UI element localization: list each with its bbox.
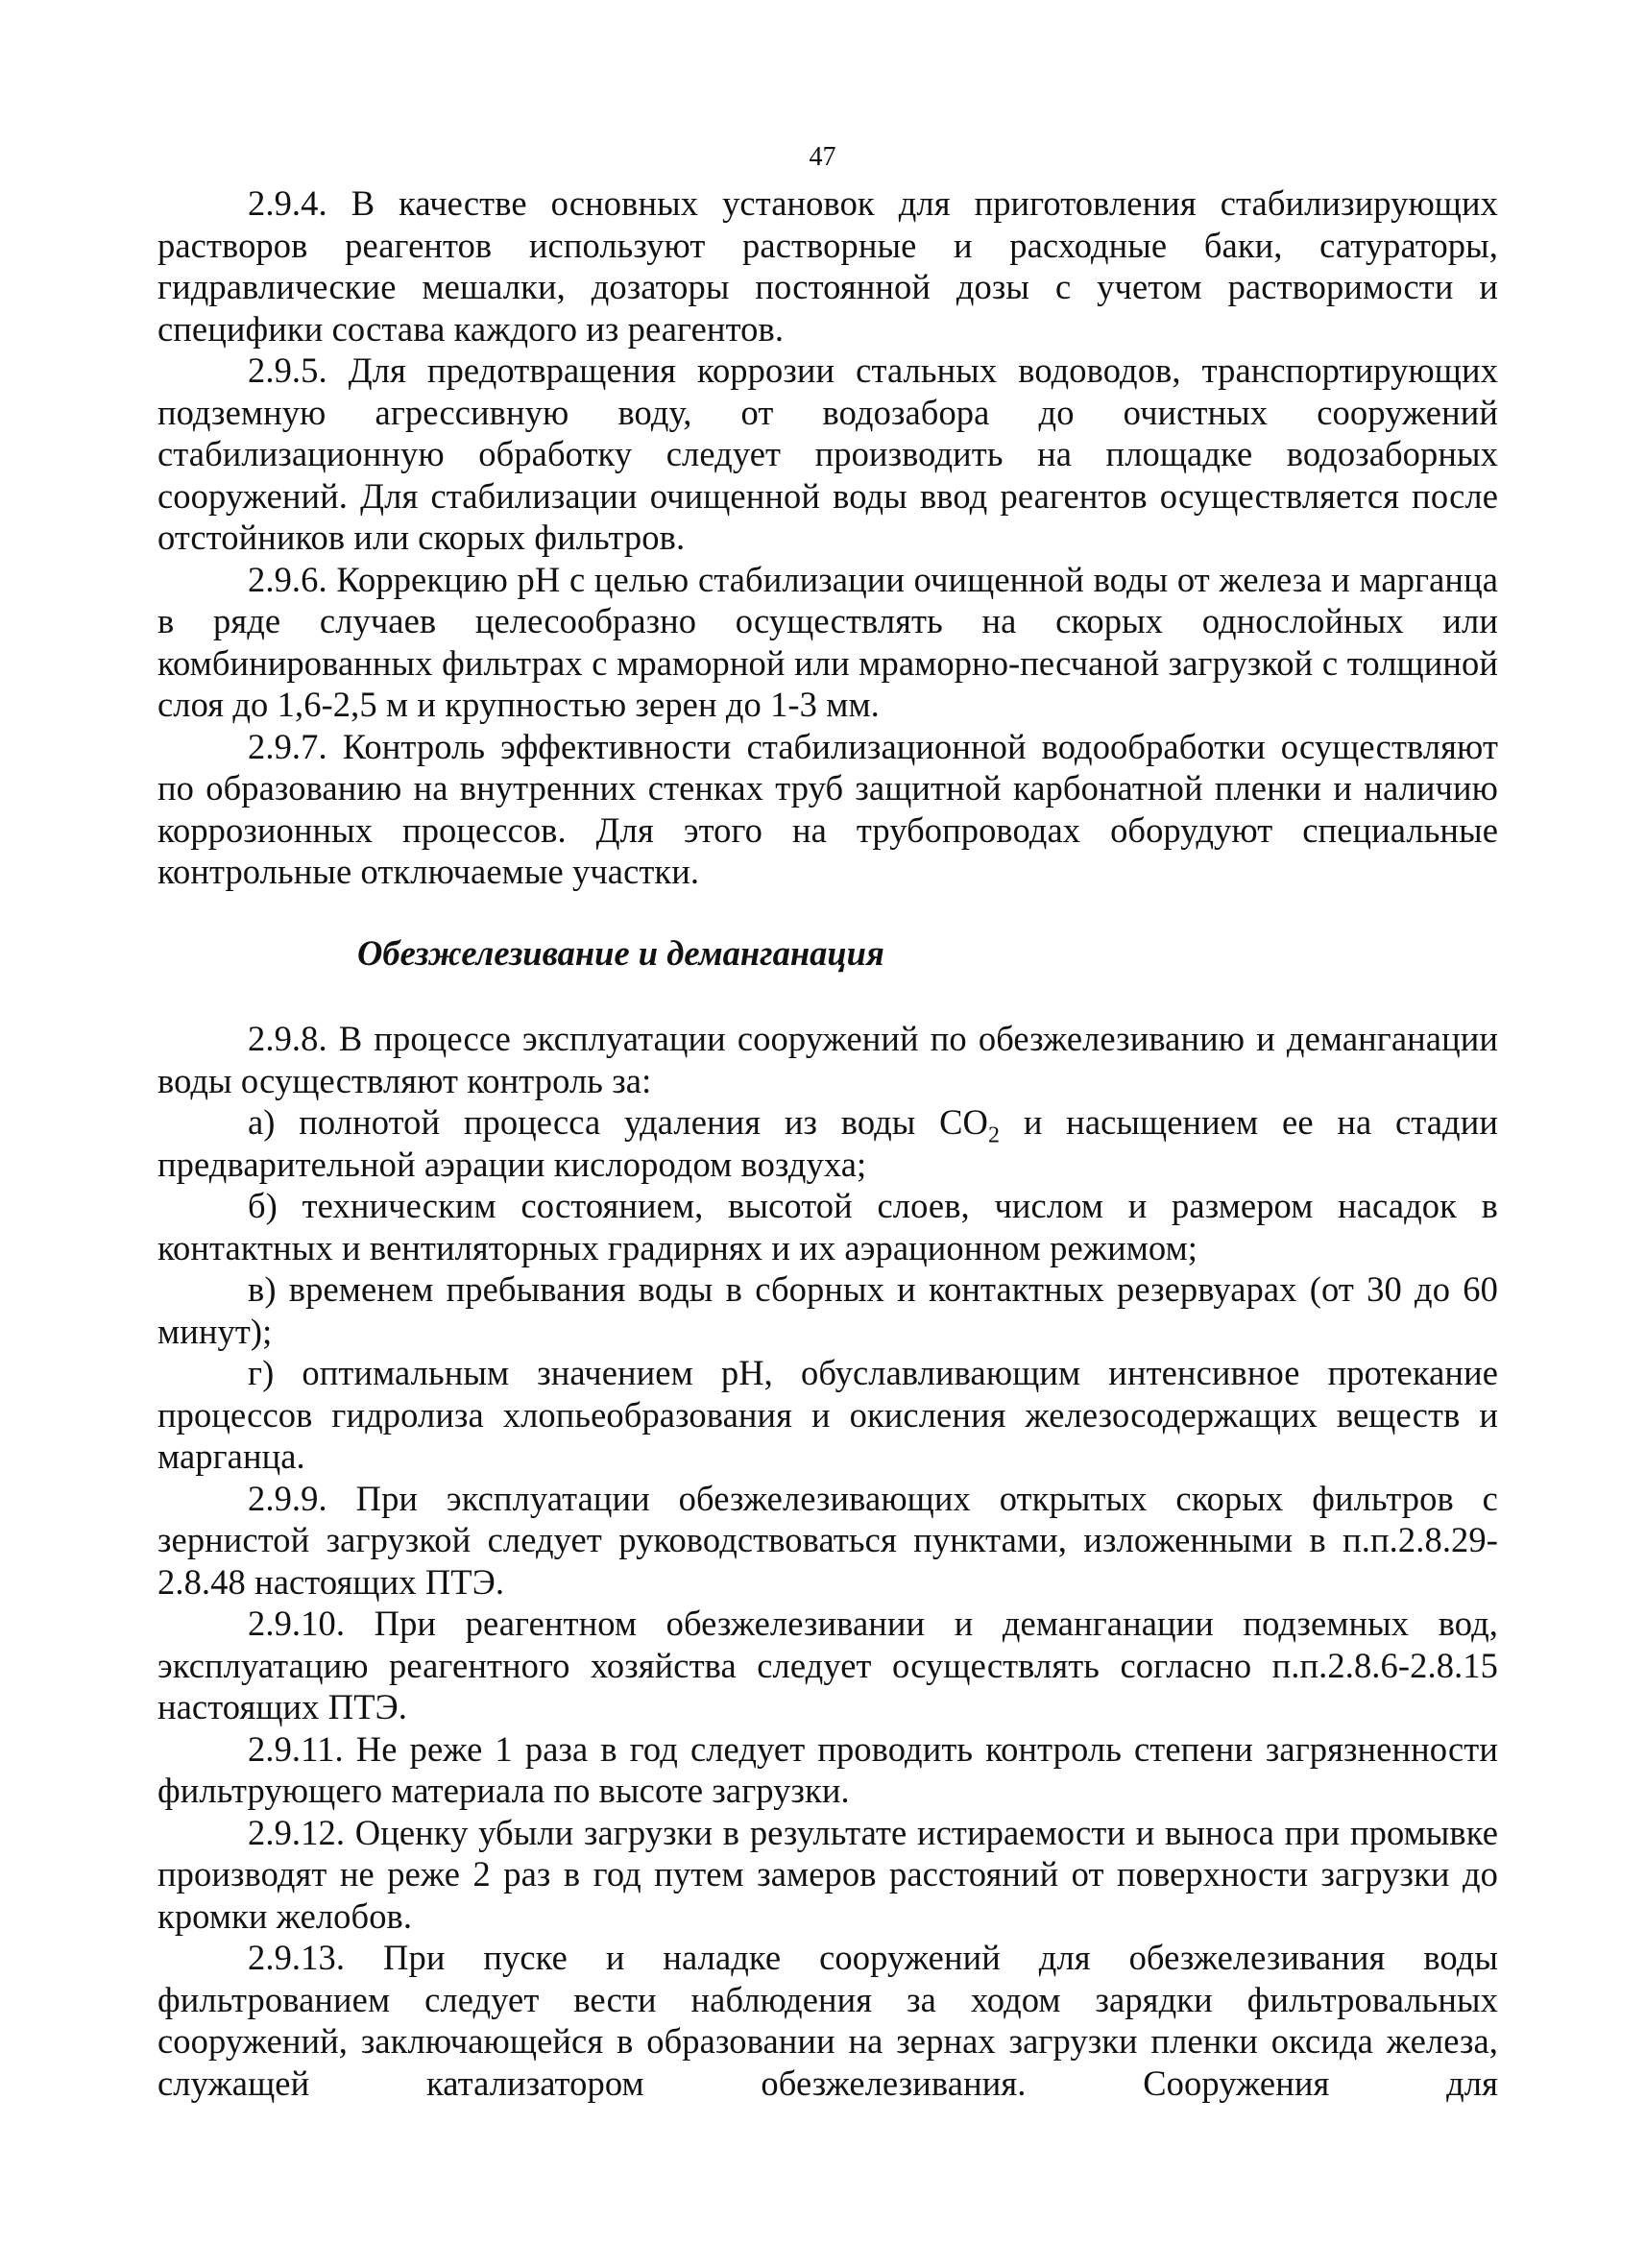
paragraph-2-9-13: 2.9.13. При пуске и наладке сооружений для обезжелезивания воды фильтрованием следует вести наблюдения за ходом зарядки фильтровальных сооружений, заключающейся в образовании на зернах загрузки пленки оксида железа, служащей катализатором обезжелезивания. Сооружения для <box>157 1938 1498 2103</box>
co2-subscript: 2 <box>988 1122 1001 1148</box>
list-item-g: г) оптимальным значением pH, обуславливающим интенсивное протекание процессов гидролиза хлопьеобразования и окисления железосодержащих веществ и марганца. <box>157 1353 1498 1476</box>
document-body <box>157 182 1498 2104</box>
page-number: 47 <box>809 142 836 172</box>
list-item-v: в) временем пребывания воды в сборных и контактных резервуарах (от 30 до 60 минут); <box>157 1269 1498 1351</box>
paragraph-2-9-7: 2.9.7. Контроль эффективности стабилизационной водообработки осуществляют по образованию на внутренних стенках труб защитной карбонатной пленки и наличию коррозионных процессов. Для этого на трубопроводах оборудуют специальные контрольные отключаемые участки. <box>157 726 1498 891</box>
section-heading: Обезжелезивание и деманганация <box>357 932 884 973</box>
paragraph-2-9-4: 2.9.4. В качестве основных установок для приготовления стабилизирующих растворов реагентов используют растворные и расходные баки, сатураторы, гидравлические мешалки, дозаторы постоянной дозы с учетом растворимости и специфики состава каждого из реагентов. <box>157 183 1498 349</box>
paragraph-2-9-9: 2.9.9. При эксплуатации обезжелезивающих открытых скорых фильтров с зернистой загрузкой следует руководствоваться пунктами, изложенными в п.п.2.8.29-2.8.48 настоящих ПТЭ. <box>157 1478 1498 1602</box>
paragraph-2-9-11: 2.9.11. Не реже 1 раза в год следует проводить контроль степени загрязненности фильтрующего материала по высоте загрузки. <box>157 1728 1498 1810</box>
list-item-b: б) техническим состоянием, высотой слоев, числом и размером насадок в контактных и вентиляторных градирнях и их аэрационном режимом; <box>157 1186 1498 1267</box>
list-item-a-text-start: а) полнотой процесса удаления из воды CO <box>248 1102 989 1142</box>
paragraph-2-9-8: 2.9.8. В процессе эксплуатации сооружений по обезжелезиванию и деманганации воды осуществляют контроль за: <box>157 1019 1498 1100</box>
paragraph-2-9-12: 2.9.12. Оценку убыли загрузки в результате истираемости и выноса при промывке производят не реже 2 раз в год путем замеров расстояний от поверхности загрузки до кромки желобов. <box>157 1812 1498 1936</box>
paragraph-2-9-10: 2.9.10. При реагентном обезжелезивании и деманганации подземных вод, эксплуатацию реагентного хозяйства следует осуществлять согласно п.п.2.8.6-2.8.15 настоящих ПТЭ. <box>157 1604 1498 1726</box>
list-item-a <box>157 1101 1498 1185</box>
paragraph-2-9-6: 2.9.6. Коррекцию pH с целью стабилизации очищенной воды от железа и марганца в ряде случаев целесообразно осуществлять на скорых однослойных или комбинированных фильтрах с мраморной или мраморно-песчаной загрузкой с толщиной слоя до 1,6-2,5 м и крупностью зерен до 1-3 мм. <box>157 559 1498 724</box>
paragraph-2-9-5: 2.9.5. Для предотвращения коррозии стальных водоводов, транспортирующих подземную агрессивную воду, от водозабора до очистных сооружений стабилизационную обработку следует производить на площадке водозаборных сооружений. Для стабилизации очищенной воды ввод реагентов осуществляется после отстойников или скорых фильтров. <box>157 350 1498 557</box>
list-item-a-text-end: и насыщением ее на стадии предварительной аэрации кислородом воздуха; <box>157 1102 1498 1184</box>
